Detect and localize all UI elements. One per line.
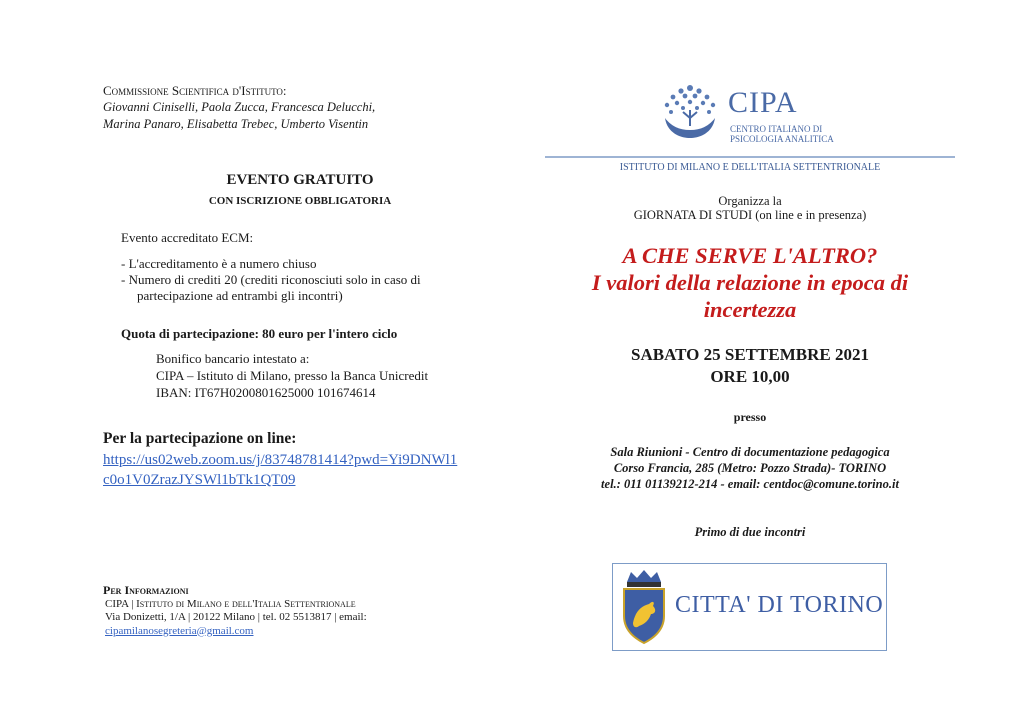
headline-line-3: incertezza <box>703 297 797 322</box>
commission-block <box>103 82 433 133</box>
info-block <box>103 584 433 638</box>
bank-details <box>156 350 536 401</box>
venue-block <box>540 444 960 492</box>
quota-block <box>121 326 541 342</box>
organizza-line-1: Organizza la <box>718 194 782 208</box>
date-line-1: SABATO 25 SETTEMBRE 2021 <box>631 345 869 364</box>
online-block <box>103 430 523 490</box>
torino-logo <box>612 563 887 651</box>
bank-line-1: Bonifico bancario intestato a: <box>156 351 310 366</box>
primo-label: Primo di due incontri <box>694 525 806 539</box>
presso-label: presso <box>733 410 767 424</box>
date-line-2: ORE 10,00 <box>710 367 790 386</box>
info-line-2: Via Donizetti, 1/A | 20122 Milano | tel. 02 5513817 | email: <box>105 611 367 623</box>
headline-line-1: A CHE SERVE L'ALTRO? <box>622 243 878 268</box>
ecm-item-1: - L'accreditamento è a numero chiuso <box>121 256 317 271</box>
tree-hands-icon <box>655 82 725 146</box>
info-heading: Per Informazioni <box>103 583 189 597</box>
event-date <box>560 344 940 388</box>
ecm-item-2-cont: partecipazione ad entrambi gli incontri) <box>137 288 343 303</box>
info-line-1: CIPA | Istituto di Milano e dell'Italia Settentrionale <box>105 597 356 610</box>
commission-names-line1: Giovanni Ciniselli, Paola Zucca, Francesca Delucchi, <box>103 100 376 114</box>
commission-heading: Commissione Scientifica d'Istituto: <box>103 83 287 98</box>
institute-name: ISTITUTO DI MILANO E DELL'ITALIA SETTENTRIONALE <box>619 162 881 173</box>
quota-heading: Quota di partecipazione: 80 euro per l'intero ciclo <box>121 326 398 341</box>
venue-line-3: tel.: 011 01139212-214 - email: centdoc@comune.torino.it <box>601 477 899 491</box>
ecm-block <box>121 230 511 304</box>
venue-line-2: Corso Francia, 285 (Metro: Pozzo Strada)- TORINO <box>613 461 887 475</box>
torino-crest-icon <box>619 568 669 646</box>
zoom-link[interactable] <box>103 450 523 490</box>
ecm-heading: Evento accreditato ECM: <box>121 230 254 245</box>
commission-names-line2: Marina Panaro, Elisabetta Trebec, Umberto Visentin <box>103 117 369 131</box>
cipa-logo <box>655 80 855 150</box>
divider <box>545 156 955 158</box>
zoom-link-line2: c0o1V0ZrazJYSWl1bTk1QT09 <box>103 472 296 488</box>
cipa-name: CIPA <box>728 86 798 119</box>
torino-name: CITTA' DI TORINO <box>675 592 884 618</box>
venue-line-1: Sala Riunioni - Centro di documentazione pedagogica <box>610 445 890 459</box>
cipa-sub-2: PSICOLOGIA ANALITICA <box>730 134 834 144</box>
headline-line-2: I valori della relazione in epoca di <box>591 270 909 295</box>
event-headline <box>540 242 960 323</box>
zoom-link-line1: https://us02web.zoom.us/j/83748781414?pwd=Yi9DNWl1 <box>103 452 458 468</box>
organizza-line-2: GIORNATA DI STUDI (on line e in presenza) <box>633 208 867 222</box>
cipa-subtitle <box>730 124 834 144</box>
cipa-sub-1: CENTRO ITALIANO DI <box>730 124 823 134</box>
bank-line-2: CIPA – Istituto di Milano, presso la Banca Unicredit <box>156 368 429 383</box>
event-subtitle: CON ISCRIZIONE OBBLIGATORIA <box>208 195 392 207</box>
event-title: EVENTO GRATUITO <box>226 172 374 188</box>
event-title-block <box>170 172 430 207</box>
bank-line-3: IBAN: IT67H0200801625000 101674614 <box>156 385 376 400</box>
ecm-item-2: - Numero di crediti 20 (crediti riconosciuti solo in caso di <box>121 272 421 287</box>
info-email-link[interactable]: cipamilanosegreteria@gmail.com <box>105 624 254 637</box>
online-heading: Per la partecipazione on line: <box>103 430 297 447</box>
organizza-block <box>560 194 940 222</box>
